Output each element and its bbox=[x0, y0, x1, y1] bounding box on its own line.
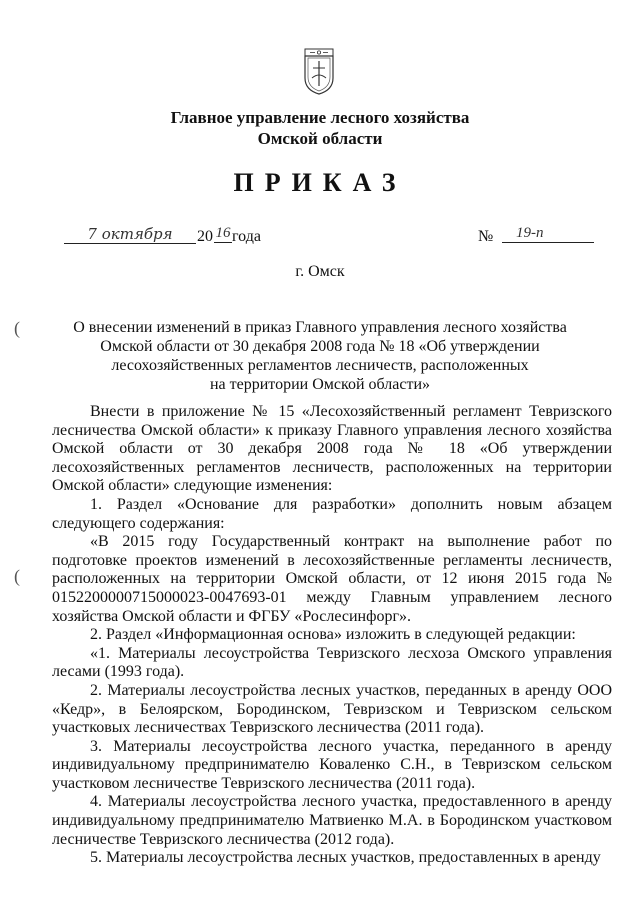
city: г. Омск bbox=[295, 263, 345, 280]
body-paragraph: 3. Материалы лесоустройства лесного участка, переданного в аренду индивидуальному предпринимателю Коваленко С.Н., в Тевризском сельском участковом лесничестве Тевризского лесничества (2011 года). bbox=[52, 737, 612, 792]
organization-name-line1: Главное управление лесного хозяйства bbox=[170, 108, 470, 127]
body-paragraph: 5. Материалы лесоустройства лесных участков, предоставленных в аренду bbox=[90, 849, 601, 867]
date-year-prefix: 20 bbox=[197, 228, 213, 245]
order-body bbox=[52, 403, 612, 868]
body-paragraph: 2. Раздел «Информационная основа» изложить в следующей редакции: bbox=[90, 626, 576, 644]
body-paragraph: Внести в приложение № 15 «Лесохозяйственный регламент Тевризского лесничества Омской области» к приказу Главного управления лесного хозяйства Омской области от 30 декабря 2008 года № 18 «Об утверждении лесохозяйственных регламентов лесничеств, расположенных на территории Омской области» следующие изменения: bbox=[52, 403, 612, 495]
handwritten-order-number: 19-п bbox=[502, 225, 594, 243]
handwritten-year: 16 bbox=[215, 225, 231, 241]
body-paragraph: 4. Материалы лесоустройства лесного участка, предоставленного в аренду индивидуальному предпринимателю Матвиенко М.А. в Бородинском участковом лесничестве Тевризского лесничества (2012 года). bbox=[52, 793, 612, 848]
margin-punch-mark: ( bbox=[14, 318, 20, 338]
omsk-emblem-icon bbox=[302, 44, 336, 96]
organization-name-line2: Омской области bbox=[257, 129, 383, 148]
order-subject bbox=[70, 318, 570, 394]
margin-punch-mark: ( bbox=[14, 566, 20, 586]
body-paragraph: 2. Материалы лесоустройства лесных участков, переданных в аренду ООО «Кедр», в Белоярском, Бородинском, Тевризском и Тевризском сельском участковых лесничествах Тевризского лесничества (2011 года). bbox=[52, 681, 612, 737]
subject-line: Омской области от 30 декабря 2008 года № 18 «Об утверждении bbox=[100, 338, 540, 355]
subject-line: лесохозяйственных регламентов лесничеств, расположенных bbox=[111, 357, 529, 374]
document-title: ПРИКАЗ bbox=[233, 168, 407, 197]
subject-line: О внесении изменений в приказ Главного управления лесного хозяйства bbox=[73, 319, 567, 336]
handwritten-date: 7 октября bbox=[64, 225, 196, 244]
subject-line: на территории Омской области» bbox=[209, 376, 430, 393]
body-paragraph: «1. Материалы лесоустройства Тевризского лесхоза Омского управления лесами (1993 года). bbox=[52, 644, 612, 681]
body-paragraph: «В 2015 году Государственный контракт на выполнение работ по подготовке проектов изменений в лесохозяйственные регламенты лесничеств, расположенных на территории Омской области, от 12 июня 2015 года № 0152200000715000023-0047693-01 между Главным управлением лесного хозяйства Омской области и ФГБУ «Рослесинфорг». bbox=[52, 533, 612, 625]
body-paragraph: 1. Раздел «Основание для разработки» дополнить новым абзацем следующего содержания: bbox=[52, 495, 612, 532]
date-suffix: года bbox=[232, 228, 261, 245]
number-sign: № bbox=[478, 228, 494, 245]
